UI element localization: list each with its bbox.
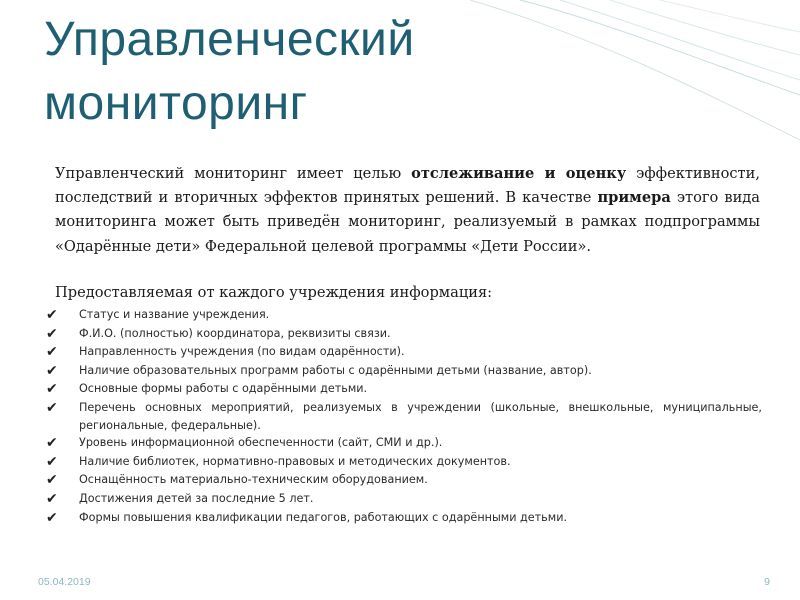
footer-date: 05.04.2019 [38,576,91,588]
paragraph-bold-1: отслеживание и оценку [411,165,627,182]
list-item-text: Уровень информационной обеспеченности (сайт, СМИ и др.). [79,436,443,450]
checkmark-icon: ✔ [46,399,58,416]
title-line-1: Управленческий [44,13,415,66]
list-item [46,509,762,528]
list-item [46,380,762,399]
list-item-text: Наличие библиотек, нормативно-правовых и методических документов. [79,454,511,468]
slide-title [44,8,564,136]
list-item [46,490,762,509]
checkmark-icon: ✔ [46,435,58,452]
list-item [46,434,762,453]
list-item-text: Основные формы работы с одарёнными детьми. [79,382,368,396]
list-item [46,306,762,325]
list-item [46,343,762,362]
list-item-text: Ф.И.О. (полностью) координатора, реквизиты связи. [79,326,391,340]
checkmark-icon: ✔ [46,490,58,507]
paragraph-text-1: Управленческий мониторинг имеет целью [55,165,412,182]
paragraph-bold-2: примера [597,189,671,207]
checkmark-icon: ✔ [46,381,58,398]
paragraph-text-2: эффективности, последствий и вторичных эффектов принятых решений. В качестве [55,165,760,207]
info-checklist [46,306,762,527]
list-item-text: Достижения детей за последние 5 лет. [79,491,314,505]
list-item [46,325,762,344]
list-item-text: Оснащённость материально-техническим оборудованием. [79,473,428,487]
checkmark-icon: ✔ [46,344,58,361]
paragraph-text-3: этого вида мониторинга может быть приведён мониторинг, реализуемый в рамках подпрограммы «Одарённые дети» Федеральной целевой программы «Дети России». [55,189,760,255]
list-item-text: Направленность учреждения (по видам одарённости). [79,345,405,359]
list-item-text: Перечень основных мероприятий, реализуемых в учреждении (школьные, внешкольные, муниципальные, региональные, федеральные). [79,400,762,432]
page-number: 9 [764,576,770,588]
intro-paragraph [55,162,760,259]
list-item-text: Статус и название учреждения. [79,308,270,321]
list-item [46,471,762,490]
checkmark-icon: ✔ [46,325,58,342]
checkmark-icon: ✔ [46,362,58,379]
list-item [46,399,762,434]
title-line-2: мониторинг [44,77,308,130]
provided-info-heading: Предоставляемая от каждого учреждения информация: [55,284,493,301]
list-item-text: Формы повышения квалификации педагогов, работающих с одарёнными детьми. [79,510,568,524]
checkmark-icon: ✔ [46,307,58,323]
checkmark-icon: ✔ [46,509,58,526]
checkmark-icon: ✔ [46,472,58,489]
checkmark-icon: ✔ [46,453,58,470]
list-item [46,362,762,381]
list-item-text: Наличие образовательных программ работы с одарёнными детьми (название, автор). [79,363,592,377]
list-item [46,453,762,472]
